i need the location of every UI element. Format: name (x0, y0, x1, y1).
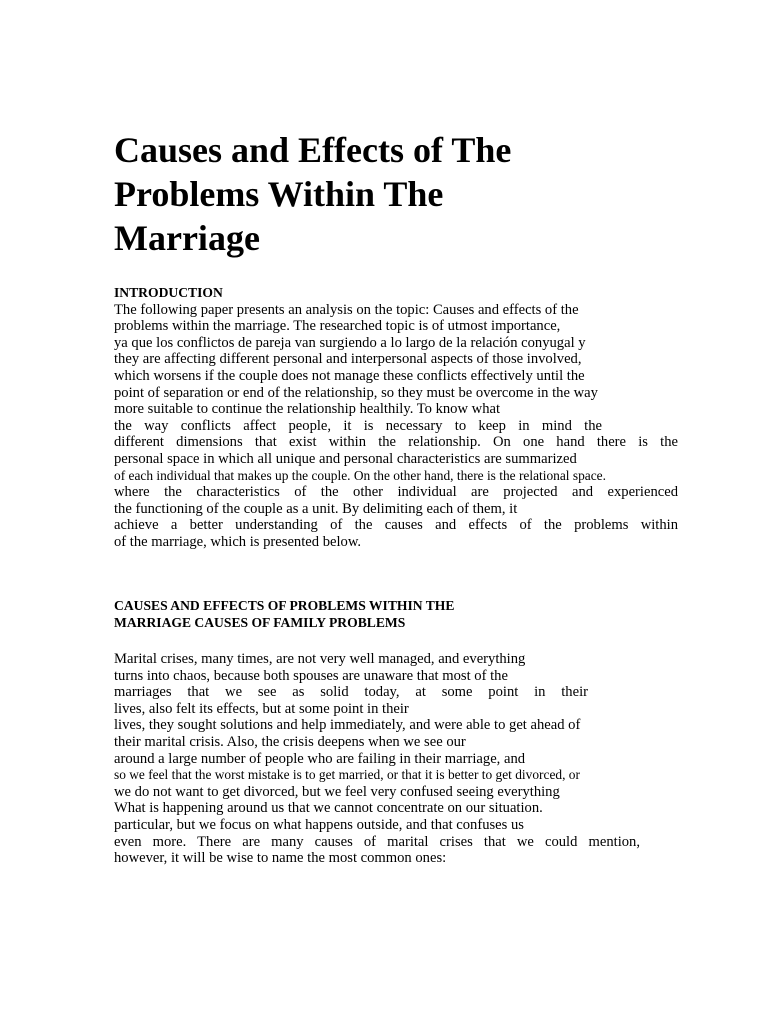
paragraph-line: particular, but we focus on what happens outside, and that confuses us (114, 816, 524, 833)
paragraph-line: of each individual that makes up the couple. On the other hand, there is the relational space. (114, 467, 606, 483)
paragraph-line: different dimensions that exist within the relationship. On one hand there is the (114, 434, 678, 451)
paragraph-line: the functioning of the couple as a unit. By delimiting each of them, it (114, 500, 518, 517)
paragraph-line: of the marriage, which is presented below. (114, 533, 362, 550)
paragraph-line: turns into chaos, because both spouses are unaware that most of the (114, 667, 508, 684)
paragraph-line: even more. There are many causes of marital crises that we could mention, (114, 833, 640, 850)
title-line: Marriage (114, 218, 260, 258)
paragraph-line: achieve a better understanding of the causes and effects of the problems within (114, 517, 678, 534)
introduction-section (114, 285, 678, 551)
paragraph-line: personal space in which all unique and personal characteristics are summarized (114, 450, 577, 467)
paragraph-line: they are affecting different personal and interpersonal aspects of those involved, (114, 351, 582, 368)
paragraph-line: The following paper presents an analysis on the topic: Causes and effects of the (114, 301, 579, 318)
section-heading-line: CAUSES AND EFFECTS OF PROBLEMS WITHIN THE (114, 598, 455, 613)
paragraph-line: What is happening around us that we cannot concentrate on our situation. (114, 800, 543, 817)
causes-section-body (114, 651, 678, 867)
section-heading-line: MARRIAGE CAUSES OF FAMILY PROBLEMS (114, 614, 406, 630)
paragraph-line: problems within the marriage. The researched topic is of utmost importance, (114, 318, 561, 335)
paragraph-line: point of separation or end of the relationship, so they must be overcome in the way (114, 384, 598, 401)
paragraph-line: so we feel that the worst mistake is to get married, or that it is better to get divorced, or (114, 767, 580, 783)
paragraph-line: where the characteristics of the other individual are projected and experienced (114, 484, 678, 501)
paragraph-line: lives, also felt its effects, but at some point in their (114, 700, 409, 717)
paragraph-line: lives, they sought solutions and help immediately, and were able to get ahead of (114, 717, 581, 734)
paragraph-line: the way conflicts affect people, it is necessary to keep in mind the (114, 417, 602, 434)
introduction-heading: INTRODUCTION (114, 285, 223, 300)
document-title (114, 128, 634, 260)
paragraph-line: their marital crisis. Also, the crisis deepens when we see our (114, 733, 466, 750)
paragraph-line: more suitable to continue the relationship healthily. To know what (114, 401, 501, 418)
paragraph-line: however, it will be wise to name the most common ones: (114, 850, 447, 867)
paragraph-line: ya que los conflictos de pareja van surgiendo a lo largo de la relación conyugal y (114, 334, 586, 351)
paragraph-line: we do not want to get divorced, but we feel very confused seeing everything (114, 783, 560, 800)
causes-section-heading (114, 598, 678, 631)
paragraph-line: marriages that we see as solid today, at some point in their (114, 684, 588, 701)
paragraph-line: which worsens if the couple does not manage these conflicts effectively until the (114, 367, 585, 384)
title-line: Causes and Effects of The (114, 130, 512, 170)
title-line: Problems Within The (114, 174, 444, 214)
paragraph-line: Marital crises, many times, are not very well managed, and everything (114, 651, 526, 667)
paragraph-line: around a large number of people who are failing in their marriage, and (114, 750, 526, 767)
